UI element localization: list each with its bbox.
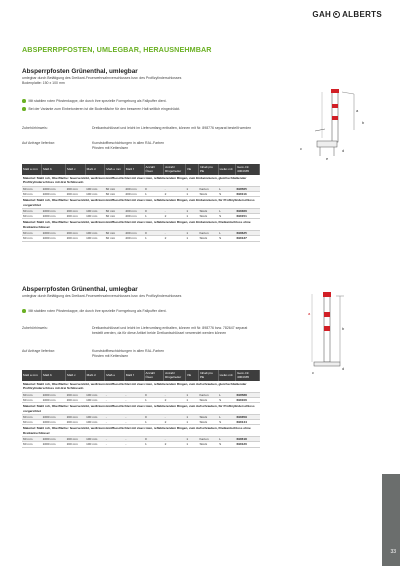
table-cell: 1 — [185, 415, 198, 420]
table-header-cell: Liefer-mit — [218, 370, 235, 381]
section1-header — [22, 68, 382, 86]
table-cell: L — [218, 231, 235, 236]
table-cell: 60 mm — [22, 236, 42, 241]
table-header-row — [22, 164, 260, 175]
table-cell: 60 mm — [22, 415, 42, 420]
auftrag-value — [92, 349, 332, 359]
table-cell: 160 mm — [66, 231, 86, 236]
table-cell: 1 — [144, 214, 164, 219]
table-cell: 160 mm — [66, 214, 86, 219]
table-cell: 1000 mm — [42, 186, 66, 191]
material-note: Material: Stahl roh, Oberfläche: feuerverzinkt, weiß kunststoffbeschichtet mit zwei roten, reflektierenden Ringen, zum Aufschrauben, Dreikantschloss ohne Dreikantschlüssel — [22, 425, 260, 437]
section2-subtitle: umlegbar durch Betätigung des Dreikant-Feuerwehrsahnverschlusses bzw. des Profilzylinderschlosses — [22, 294, 182, 298]
table-cell: 60 mm — [105, 214, 125, 219]
zubehoer-key: Zubehörhinweis: — [22, 126, 48, 130]
table-note-row — [22, 425, 260, 437]
page-title: ABSPERRPFOSTEN, UMLEGBAR, HERAUSNEHMBAR — [22, 45, 212, 54]
bullet-text: Mit stabilen roten Pfostenkappe, die durch ihre spezielle Formgebung als Fallpuffer dient. — [28, 99, 167, 103]
table-cell: 1 — [144, 442, 164, 447]
dim-label-e: e — [326, 156, 329, 161]
brand-left: GAH — [312, 10, 332, 19]
table-cell: 100 mm — [85, 398, 105, 403]
section2-title: Absperrpfosten Grünenthal, umlegbar — [22, 286, 138, 293]
article-number: 690625 — [235, 231, 259, 236]
table-cell: - — [124, 437, 144, 442]
article-number: 690113 — [235, 192, 259, 197]
table-cell: L — [218, 209, 235, 214]
table-cell: 1 — [185, 420, 198, 425]
section1-bullet — [22, 107, 180, 111]
bullet-dot-icon — [22, 99, 26, 103]
table-header-cell: Anzahl Ringelreder — [164, 370, 186, 381]
table-cell: 0 — [144, 415, 164, 420]
post-drawing-1 — [282, 86, 382, 164]
table-cell: - — [164, 186, 186, 191]
table-cell: 60 mm — [22, 186, 42, 191]
table-cell: S — [218, 420, 235, 425]
table-row — [22, 236, 260, 241]
table-cell: S — [218, 442, 235, 447]
table-cell: 400 mm — [124, 231, 144, 236]
table-cell: 1 — [185, 398, 198, 403]
table-cell: 100 mm — [85, 437, 105, 442]
table-cell: 60 mm — [105, 236, 125, 241]
table-cell: S — [218, 398, 235, 403]
table-cell: S — [218, 192, 235, 197]
table-cell: 160 mm — [66, 186, 86, 191]
table-cell: 1000 mm — [42, 420, 66, 425]
article-number: 690366 — [235, 209, 259, 214]
bullet-dot-icon — [22, 107, 26, 111]
table-cell: 1 — [185, 186, 198, 191]
table-cell: 60 mm — [105, 209, 125, 214]
table-note-row — [22, 381, 260, 392]
table-header-cell: Anzahl Ösen — [144, 370, 164, 381]
table-cell: 1000 mm — [42, 442, 66, 447]
table-cell: L — [218, 415, 235, 420]
material-note: Material: Stahl roh, Oberfläche: feuerverzinkt, weiß kunststoffbeschichtet mit zwei roten, reflektierenden Ringen, zum Einbetonieren, gleichschließender Profilzylinderschloss mit drei Schlüsseln — [22, 175, 260, 186]
table-cell: Karton — [198, 231, 218, 236]
table-cell: 100 mm — [85, 420, 105, 425]
material-note: Material: Stahl roh, Oberfläche: feuerverzinkt, weiß kunststoffbeschichtet mit zwei roten, reflektierenden Ringen, zum Einbetonieren, für Profilzylinderschloss vorgerichtet — [22, 197, 260, 209]
article-number: 690618 — [235, 437, 259, 442]
table-cell: 1 — [185, 437, 198, 442]
table-cell: 0 — [144, 231, 164, 236]
auftrag-value-line2: Pfosten mit Kettenösen — [92, 354, 129, 359]
table-cell: 100 mm — [85, 231, 105, 236]
table-cell: 1 — [144, 398, 164, 403]
table-cell: 1000 mm — [42, 209, 66, 214]
auftrag-value-line1: Kunststoffbeschichtungen in allen RAL-Farben — [92, 141, 165, 145]
table-cell: 400 mm — [124, 192, 144, 197]
table-cell: 60 mm — [105, 186, 125, 191]
table-cell: 1000 mm — [42, 236, 66, 241]
table-header-cell: Maß b — [42, 164, 66, 175]
table-header-cell: VE — [185, 164, 198, 175]
table-cell: - — [124, 392, 144, 397]
table-cell: 100 mm — [85, 236, 105, 241]
section1-title: Absperrpfosten Grünenthal, umlegbar — [22, 68, 138, 75]
table-cell: 400 mm — [124, 214, 144, 219]
table-cell: - — [124, 420, 144, 425]
table-note-row — [22, 219, 260, 231]
table-cell: 400 mm — [124, 209, 144, 214]
table-cell: 60 mm — [22, 442, 42, 447]
table-header-cell: Maß d — [85, 164, 105, 175]
table-cell: S — [218, 236, 235, 241]
logo-circle-icon — [333, 11, 340, 18]
table-cell: Stück — [198, 398, 218, 403]
table-cell: L — [218, 186, 235, 191]
table-cell: - — [164, 437, 186, 442]
table-cell: 2 — [164, 214, 186, 219]
table-cell: - — [124, 398, 144, 403]
table-note-row — [22, 175, 260, 186]
table-header-cell: Gest.-Nr. 4004335 — [235, 164, 259, 175]
table-cell: 60 mm — [22, 392, 42, 397]
zubehoer-value-line1: Dreikantschlüssel und leicht im Lieferumfang enthalten, können mit Nr. 898776 bzw. 782647 separat — [92, 326, 248, 330]
table-cell: 100 mm — [85, 214, 105, 219]
table-cell: 1000 mm — [42, 392, 66, 397]
dim-label-d: d — [342, 366, 345, 371]
table-cell: 100 mm — [85, 415, 105, 420]
table-header-cell: Maß a mm — [22, 164, 42, 175]
table-cell: 2 — [164, 442, 186, 447]
table-header-cell: Gest.-Nr. 4004335 — [235, 370, 259, 381]
table-cell: 1000 mm — [42, 437, 66, 442]
table-cell: 1 — [185, 192, 198, 197]
table-cell: 1000 mm — [42, 231, 66, 236]
table-cell: 100 mm — [85, 209, 105, 214]
table-cell: 1000 mm — [42, 415, 66, 420]
material-note: Material: Stahl roh, Oberfläche: feuerverzinkt, weiß kunststoffbeschichtet mit zwei roten, reflektierenden Ringen, zum Aufschrauben, für Profilzylinderschloss vorgerichtet — [22, 403, 260, 415]
auftrag-value-line1: Kunststoffbeschichtungen in allen RAL-Farben — [92, 349, 165, 353]
table-note-row — [22, 403, 260, 415]
table-cell: - — [164, 209, 186, 214]
article-number: 690120 — [235, 442, 259, 447]
post-drawing-2 — [300, 290, 380, 376]
table-cell: Stück — [198, 236, 218, 241]
table-cell: Stück — [198, 214, 218, 219]
article-number: 690565 — [235, 186, 259, 191]
table-cell: 0 — [144, 186, 164, 191]
table-cell: 1 — [185, 392, 198, 397]
table-cell: 60 mm — [22, 192, 42, 197]
table-note-row — [22, 197, 260, 209]
table-cell: Karton — [198, 437, 218, 442]
table-header-cell: VE — [185, 370, 198, 381]
table-cell: 60 mm — [105, 192, 125, 197]
table-row — [22, 442, 260, 447]
table-cell: - — [124, 442, 144, 447]
zubehoer-key: Zubehörhinweis: — [22, 326, 48, 330]
section1-table — [22, 164, 260, 242]
table-cell: S — [218, 214, 235, 219]
material-note: Material: Stahl roh, Oberfläche: feuerverzinkt, weiß kunststoffbeschichtet mit zwei roten, reflektierenden Ringen, zum Einbetonieren, Dreikantschloss ohne Dreikantschlüssel — [22, 219, 260, 231]
bullet-text: Bei der Variante zum Einbetonieren ist die Bodenfläche für den besseren Halt seitlich eingedrückt. — [28, 107, 181, 111]
table-cell: 160 mm — [66, 209, 86, 214]
table-header-cell: Inhalt pro PE — [198, 164, 218, 175]
table-cell: Karton — [198, 186, 218, 191]
table-cell: 2 — [164, 420, 186, 425]
dim-label-a: a — [308, 311, 311, 316]
table-header-cell: Maß e — [105, 370, 125, 381]
table-cell: 60 mm — [22, 209, 42, 214]
auftrag-key: Auf Anfrage lieferbar: — [22, 141, 55, 145]
table-cell: 160 mm — [66, 420, 86, 425]
section1-bullet — [22, 99, 167, 103]
table-header-cell: Maß f — [124, 370, 144, 381]
table-cell: 160 mm — [66, 442, 86, 447]
table-cell: 160 mm — [66, 398, 86, 403]
table-header-cell: Maß b — [42, 370, 66, 381]
table-cell: 60 mm — [105, 231, 125, 236]
table-header-cell: Anzahl Ringelreder — [164, 164, 186, 175]
table-cell: 1 — [185, 209, 198, 214]
table-cell: 60 mm — [22, 231, 42, 236]
table-cell: - — [105, 415, 125, 420]
table-cell: 400 mm — [124, 186, 144, 191]
section2-table — [22, 370, 260, 448]
table-cell: 160 mm — [66, 192, 86, 197]
table-header-cell: Anzahl Ösen — [144, 164, 164, 175]
article-number: 690588 — [235, 392, 259, 397]
table-cell: 1 — [144, 236, 164, 241]
dim-label-c: c — [300, 146, 302, 151]
table-header-cell: Maß c — [66, 370, 86, 381]
table-cell: - — [105, 392, 125, 397]
auftrag-key: Auf Anfrage lieferbar: — [22, 349, 55, 353]
table-cell: Karton — [198, 392, 218, 397]
table-cell: 1 — [144, 192, 164, 197]
table-cell: - — [105, 442, 125, 447]
table-header-cell: Inhalt pro PE — [198, 370, 218, 381]
zubehoer-value-line2: bestellt werden, da für diese Artikel beide Dreikantschlüssel verwendet werden können — [92, 331, 227, 336]
table-cell: 60 mm — [22, 437, 42, 442]
table-cell: L — [218, 392, 235, 397]
auftrag-value-line2: Pfosten mit Kettenösen — [92, 146, 129, 151]
table-header-cell: Maß f — [124, 164, 144, 175]
table-cell: L — [218, 437, 235, 442]
section1-subtitle2: Bodenplatte: 150 x 100 mm — [22, 81, 65, 85]
article-number: 690137 — [235, 236, 259, 241]
table-header-cell: Maß d — [85, 370, 105, 381]
table-cell: 1 — [144, 420, 164, 425]
table-header-cell: Maß a mm — [22, 370, 42, 381]
bullet-dot-icon — [22, 309, 26, 313]
table-cell: 0 — [144, 209, 164, 214]
table-cell: 100 mm — [85, 392, 105, 397]
table-cell: Stück — [198, 192, 218, 197]
article-number: 690359 — [235, 415, 259, 420]
table-cell: - — [164, 392, 186, 397]
table-header-cell: Liefer-mit — [218, 164, 235, 175]
table-cell: - — [164, 415, 186, 420]
zubehoer-value: Dreikantschlüssel und leicht im Lieferumfang enthalten, können mit Nr. 898776 separat bestellt werden — [92, 126, 252, 130]
dim-label-b: b — [362, 120, 365, 125]
bullet-text: Mit stabilen roten Pfostenkappe, die durch ihre spezielle Formgebung als Fallpuffer dient. — [28, 309, 167, 313]
table-cell: - — [124, 415, 144, 420]
section2-bullet — [22, 309, 167, 313]
table-cell: 60 mm — [22, 398, 42, 403]
zubehoer-value — [92, 326, 332, 336]
dim-label-a: a — [356, 108, 359, 113]
table-cell: - — [105, 398, 125, 403]
table-cell: Stück — [198, 420, 218, 425]
table-cell: 160 mm — [66, 392, 86, 397]
table-cell: 100 mm — [85, 442, 105, 447]
table-cell: 1 — [185, 236, 198, 241]
table-cell: 2 — [164, 236, 186, 241]
table-header-row — [22, 370, 260, 381]
table-cell: 1 — [185, 442, 198, 447]
table-cell: Stück — [198, 209, 218, 214]
article-number: 690144 — [235, 420, 259, 425]
table-cell: 2 — [164, 192, 186, 197]
table-cell: 1 — [185, 231, 198, 236]
table-header-cell: Maß c — [66, 164, 86, 175]
table-cell: 160 mm — [66, 437, 86, 442]
table-cell: Stück — [198, 415, 218, 420]
table-cell: 160 mm — [66, 236, 86, 241]
section1-subtitle: umlegbar durch Betätigung des Dreikant-Feuerwehrsahnverschlusses bzw. des Profilzylinderschlosses — [22, 76, 182, 80]
brand-logo — [312, 10, 382, 19]
table-cell: 0 — [144, 437, 164, 442]
table-cell: Stück — [198, 442, 218, 447]
table-header-cell: Maß e mm — [105, 164, 125, 175]
table-cell: 0 — [144, 392, 164, 397]
table-cell: 160 mm — [66, 415, 86, 420]
table-cell: 1 — [185, 214, 198, 219]
table-cell: 400 mm — [124, 236, 144, 241]
table-cell: - — [105, 420, 125, 425]
dim-label-d: d — [342, 148, 345, 153]
table-cell: 1000 mm — [42, 214, 66, 219]
article-number: 690106 — [235, 398, 259, 403]
table-cell: 60 mm — [22, 420, 42, 425]
brand-right: ALBERTS — [342, 10, 382, 19]
page-number: 33 — [390, 549, 396, 555]
table-cell: 60 mm — [22, 214, 42, 219]
table-cell: 100 mm — [85, 186, 105, 191]
table-cell: 1000 mm — [42, 192, 66, 197]
dim-label-b: b — [342, 326, 345, 331]
table-cell: 1000 mm — [42, 398, 66, 403]
table-cell: 100 mm — [85, 192, 105, 197]
article-number: 690151 — [235, 214, 259, 219]
table-cell: - — [164, 231, 186, 236]
table-cell: - — [105, 437, 125, 442]
table-cell: 2 — [164, 398, 186, 403]
dim-label-c: c — [312, 370, 314, 375]
material-note: Material: Stahl roh, Oberfläche: feuerverzinkt, weiß kunststoffbeschichtet mit zwei roten, reflektierenden Ringen, zum Aufschrauben, gleichschließender Profilzylinderschloss mit drei Schlüsseln — [22, 381, 260, 392]
